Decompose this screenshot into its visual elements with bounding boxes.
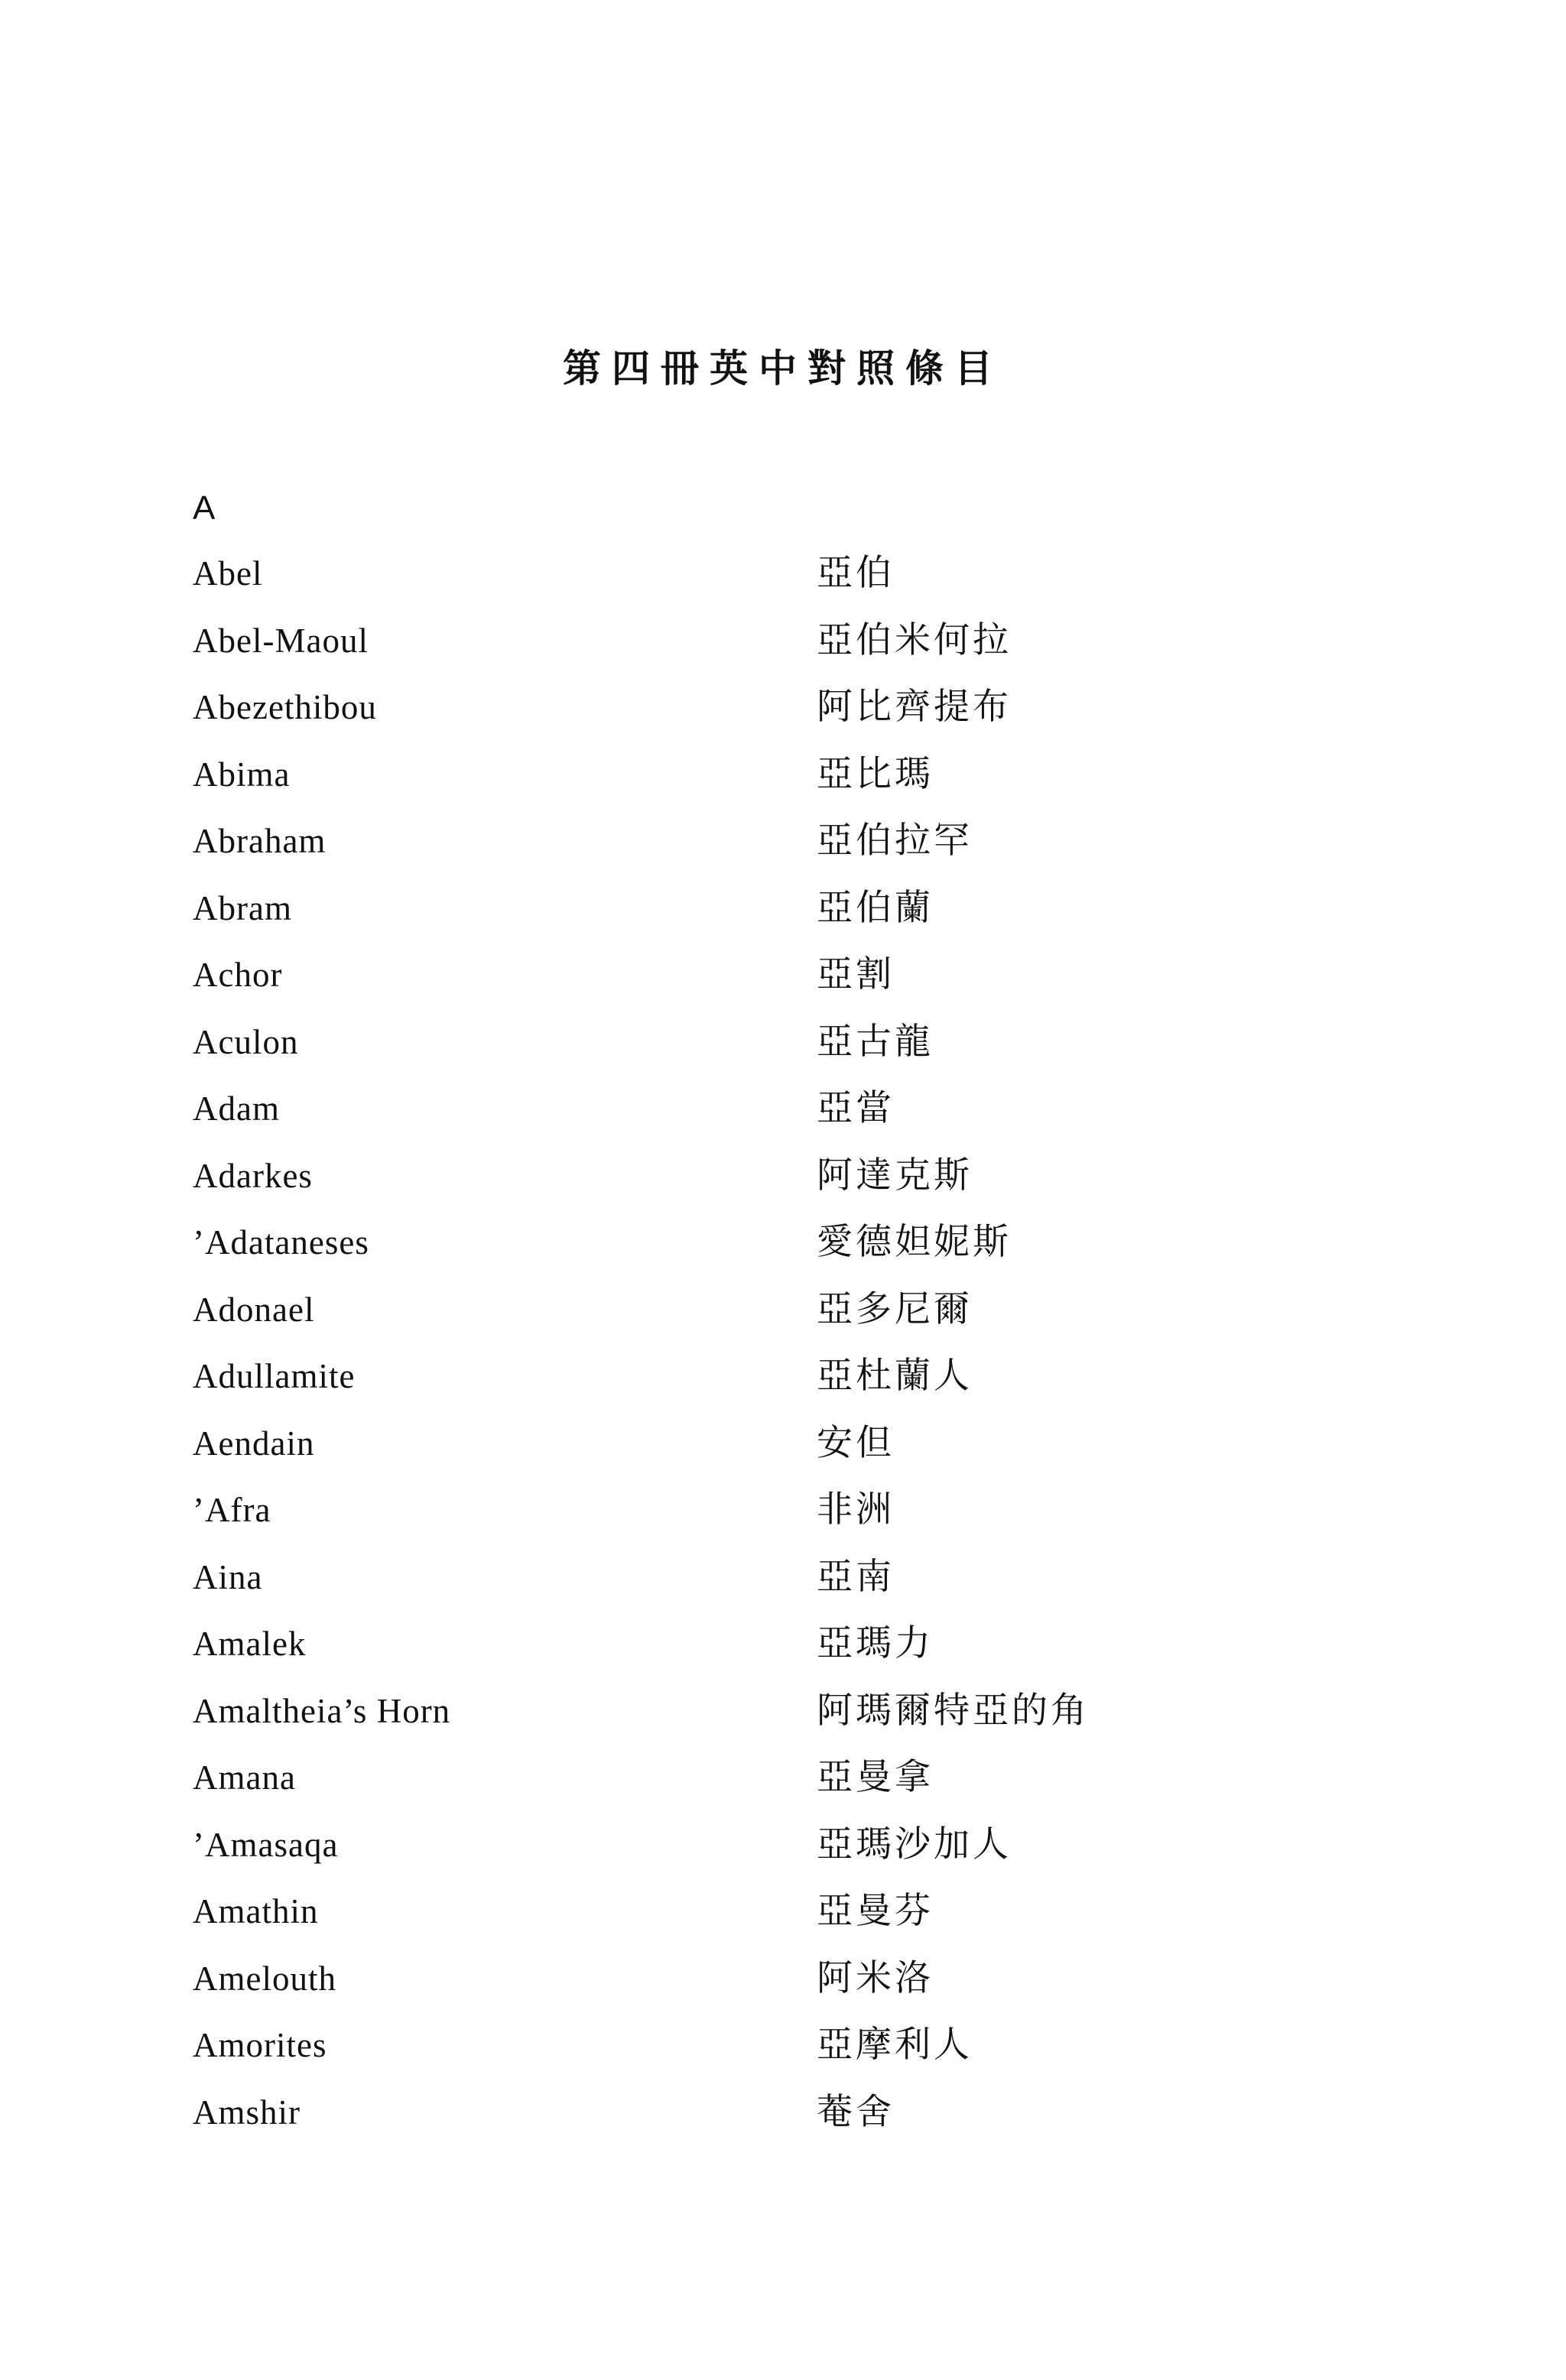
glossary-entry	[193, 1688, 1416, 1755]
chinese-term: 阿達克斯	[817, 1154, 973, 1196]
glossary-entry	[193, 1086, 1416, 1153]
chinese-term: 亞南	[817, 1555, 895, 1598]
english-term: Amshir	[193, 2093, 301, 2132]
glossary-entry	[193, 1421, 1416, 1488]
chinese-term: 愛德妲妮斯	[817, 1221, 1012, 1263]
page-title: 第四冊英中對照條目	[563, 346, 1003, 391]
chinese-term: 阿米洛	[817, 1956, 934, 1999]
english-term: Abel-Maoul	[193, 621, 369, 660]
english-term: Amalek	[193, 1625, 307, 1663]
glossary-entry	[193, 1353, 1416, 1421]
glossary-entry	[193, 550, 1416, 618]
english-term: Abel	[193, 554, 263, 593]
english-term: ’Amasaqa	[193, 1825, 339, 1864]
chinese-term: 亞曼芬	[817, 1890, 934, 1932]
english-term: Abima	[193, 755, 291, 794]
glossary-entry	[193, 752, 1416, 819]
chinese-term: 亞比瑪	[817, 752, 934, 795]
english-term: Amathin	[193, 1892, 319, 1930]
glossary-list	[193, 550, 1416, 2156]
glossary-entry	[193, 1019, 1416, 1086]
chinese-term: 亞瑪沙加人	[817, 1823, 1012, 1865]
english-term: Aendain	[193, 1424, 315, 1463]
glossary-entry	[193, 1621, 1416, 1688]
english-term: Aculon	[193, 1022, 299, 1061]
chinese-term: 菴舍	[817, 2090, 895, 2133]
chinese-term: 亞古龍	[817, 1020, 934, 1063]
english-term: Abram	[193, 888, 292, 927]
glossary-entry	[193, 885, 1416, 953]
english-term: Abraham	[193, 822, 327, 860]
chinese-term: 亞割	[817, 953, 895, 995]
english-term: Amorites	[193, 2026, 327, 2064]
chinese-term: 阿瑪爾特亞的角	[817, 1689, 1090, 1732]
glossary-entry	[193, 684, 1416, 752]
glossary-entry	[193, 1153, 1416, 1220]
chinese-term: 亞摩利人	[817, 2024, 973, 2066]
chinese-term: 亞伯蘭	[817, 886, 934, 929]
english-term: Amelouth	[193, 1959, 336, 1998]
chinese-term: 亞伯米何拉	[817, 619, 1012, 661]
chinese-term: 阿比齊提布	[817, 686, 1012, 728]
glossary-entry	[193, 1956, 1416, 2023]
glossary-entry	[193, 1487, 1416, 1554]
glossary-entry	[193, 1287, 1416, 1354]
english-term: ’Afra	[193, 1491, 271, 1529]
chinese-term: 安但	[817, 1421, 895, 1464]
chinese-term: 亞曼拿	[817, 1756, 934, 1798]
english-term: Adam	[193, 1089, 280, 1128]
english-term: Amana	[193, 1758, 296, 1797]
english-term: Amaltheia’s Horn	[193, 1691, 451, 1730]
english-term: Adonael	[193, 1290, 315, 1329]
glossary-entry	[193, 2022, 1416, 2089]
glossary-entry	[193, 1888, 1416, 1956]
glossary-entry	[193, 1219, 1416, 1287]
glossary-entry	[193, 618, 1416, 685]
english-term: ’Adataneses	[193, 1223, 369, 1261]
chinese-term: 亞瑪力	[817, 1622, 934, 1664]
english-term: Aina	[193, 1557, 263, 1596]
english-term: Abezethibou	[193, 688, 377, 726]
chinese-term: 亞伯拉罕	[817, 820, 973, 862]
glossary-entry	[193, 1822, 1416, 1889]
chinese-term: 亞杜蘭人	[817, 1355, 973, 1397]
english-term: Adullamite	[193, 1357, 356, 1395]
english-term: Adarkes	[193, 1156, 313, 1195]
glossary-entry	[193, 952, 1416, 1019]
chinese-term: 亞伯	[817, 552, 895, 594]
chinese-term: 亞當	[817, 1087, 895, 1129]
english-term: Achor	[193, 956, 283, 994]
glossary-entry	[193, 1554, 1416, 1622]
glossary-entry	[193, 2089, 1416, 2157]
chinese-term: 非洲	[817, 1489, 895, 1531]
chinese-term: 亞多尼爾	[817, 1287, 973, 1330]
section-letter-heading: A	[193, 489, 216, 527]
glossary-entry	[193, 818, 1416, 885]
glossary-entry	[193, 1755, 1416, 1822]
